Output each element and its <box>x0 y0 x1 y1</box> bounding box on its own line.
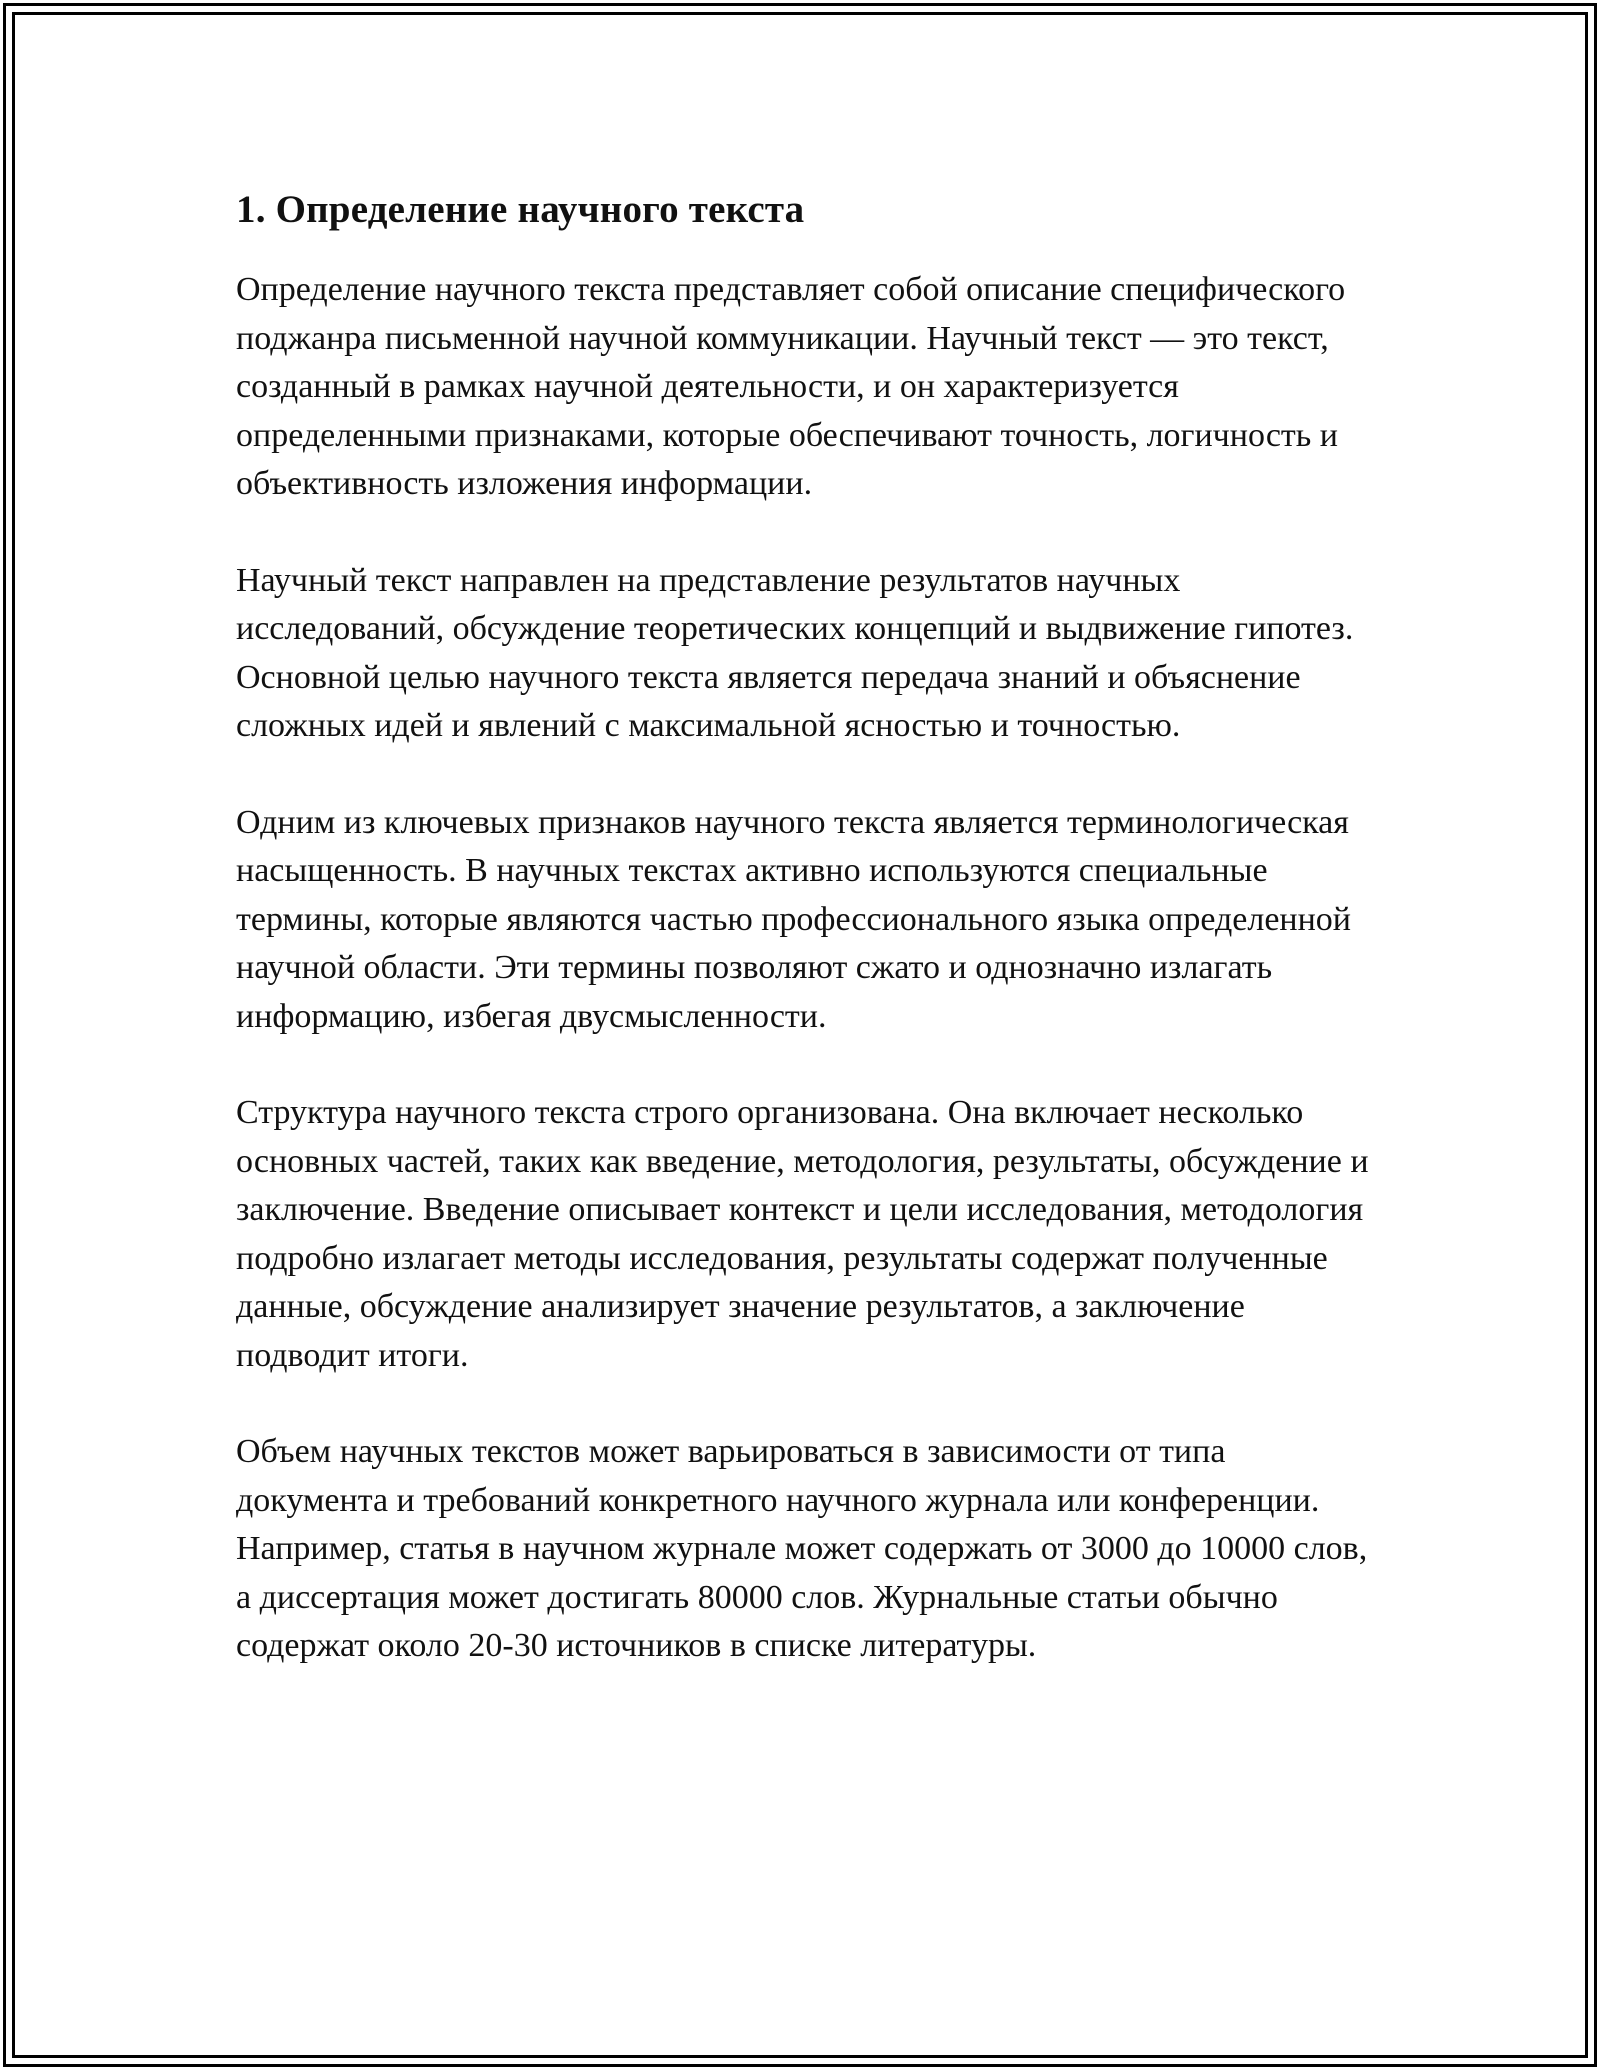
paragraph-definition: Определение научного текста представляет собой описание специфического поджанра письменной научной коммуникации. Научный текст — это текст, созданный в рамках научной деятельности, и он характеризуется определенными признаками, которые обеспечивают точность, логичность и объективность изложения информации. <box>236 271 1346 502</box>
section-heading: 1. Определение научного текста <box>236 188 805 231</box>
paragraph-terminology: Одним из ключевых признаков научного текста является терминологическая насыщенность. В научных текстах активно используются специальные термины, которые являются частью профессионального языка определенной научной области. Эти термины позволяют сжато и однозначно излагать информацию, избегая двусмысленности. <box>236 803 1351 1035</box>
document-body <box>236 186 1376 1719</box>
paragraph-volume: Объем научных текстов может варьироваться в зависимости от типа документа и требований конкретного научного журнала или конференции. Например, статья в научном журнале может содержать от 3000 до 10000 слов, а диссертация может достигать 80000 слов. Журнальные статьи обычно содержат около 20-30 источников в списке литературы. <box>236 1433 1368 1664</box>
paragraph-structure: Структура научного текста строго организована. Она включает несколько основных частей, таких как введение, методология, результаты, обсуждение и заключение. Введение описывает контекст и цели исследования, методология подробно излагает методы исследования, результаты содержат полученные данные, обсуждение анализирует значение результатов, а заключение подводит итоги. <box>236 1094 1369 1374</box>
paragraph-purpose: Научный текст направлен на представление результатов научных исследований, обсуждение теоретических концепций и выдвижение гипотез. Основной целью научного текста является передача знаний и объяснение сложных идей и явлений с максимальной ясностью и точностью. <box>236 561 1354 744</box>
